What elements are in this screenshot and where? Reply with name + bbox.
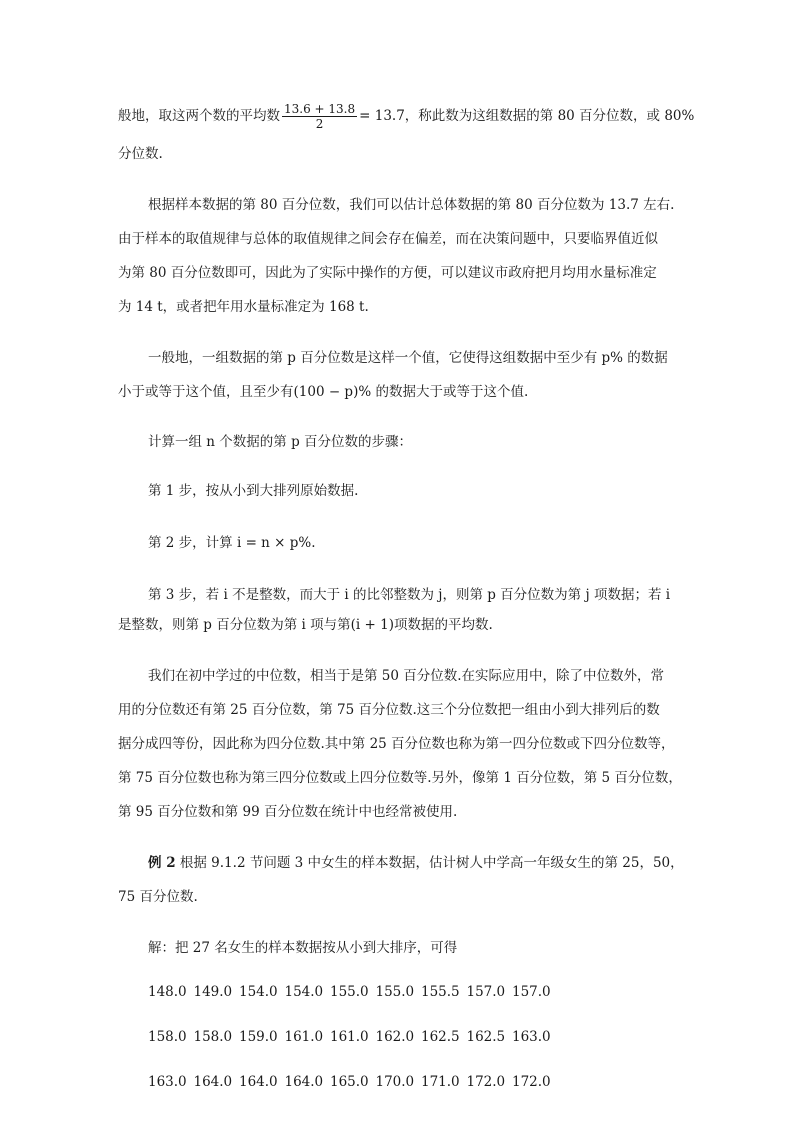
data-value: 172.0 xyxy=(512,1074,551,1090)
para1-line-1: 根据样本数据的第 80 百分位数，我们可以估计总体数据的第 80 百分位数为 13.7 左右. xyxy=(148,197,675,213)
data-value: 155.0 xyxy=(375,984,415,1000)
data-value: 171.0 xyxy=(421,1074,460,1090)
fraction-denominator: 2 xyxy=(315,117,324,131)
step-3-line-1: 第 3 步，若 i 不是整数，而大于 i 的比邻整数为 j，则第 p 百分位数为第 j 项数据；若 i xyxy=(148,587,671,603)
steps-title: 计算一组 n 个数据的第 p 百分位数的步骤： xyxy=(148,434,413,450)
intro-line-1 xyxy=(118,100,695,132)
para3-line-3: 据分成四等份，因此称为四分位数.其中第 25 百分位数也称为第一四分位数或下四分位数等， xyxy=(118,736,675,752)
data-value: 159.0 xyxy=(239,1029,278,1045)
example-label: 例 2 xyxy=(148,855,176,871)
data-value: 157.0 xyxy=(512,984,551,1000)
para1-line-3: 为第 80 百分位数即可，因此为了实际中操作的方便，可以建议市政府把月均用水量标准定 xyxy=(118,265,657,281)
data-row-1 xyxy=(148,982,558,1002)
data-value: 154.0 xyxy=(239,984,278,1000)
data-value: 162.0 xyxy=(375,1029,415,1045)
data-value: 148.0 xyxy=(148,984,187,1000)
example-line-2: 75 百分位数. xyxy=(118,889,198,905)
para3-line-2: 用的分位数还有第 25 百分位数，第 75 百分位数.这三个分位数把一组由小到大排列后的数 xyxy=(118,702,660,718)
data-value: 163.0 xyxy=(512,1029,551,1045)
para3-line-5: 第 95 百分位数和第 99 百分位数在统计中也经常被使用. xyxy=(118,804,458,820)
data-value: 163.0 xyxy=(148,1074,187,1090)
data-value: 162.5 xyxy=(466,1029,506,1045)
data-value: 158.0 xyxy=(193,1029,233,1045)
fraction-numerator: 13.6 + 13.8 xyxy=(284,102,356,116)
data-value: 154.0 xyxy=(284,984,324,1000)
example-text: 根据 9.1.2 节问题 3 中女生的样本数据，估计树人中学高一年级女生的第 25，50， xyxy=(179,855,684,871)
average-fraction xyxy=(282,102,357,131)
data-value: 164.0 xyxy=(284,1074,324,1090)
solution-line: 解：把 27 名女生的样本数据按从小到大排序，可得 xyxy=(148,940,458,956)
para1-line-4: 为 14 t，或者把年用水量标准定为 168 t. xyxy=(118,299,369,315)
data-value: 149.0 xyxy=(193,984,233,1000)
data-value: 162.5 xyxy=(421,1029,460,1045)
data-row-3 xyxy=(148,1072,558,1092)
data-row-2 xyxy=(148,1027,558,1047)
intro-text-a: 般地，取这两个数的平均数 xyxy=(118,108,280,124)
para2-line-1: 一般地，一组数据的第 p 百分位数是这样一个值，它使得这组数据中至少有 p% 的数据 xyxy=(148,350,668,366)
data-value: 161.0 xyxy=(284,1029,324,1045)
data-value: 155.0 xyxy=(330,984,369,1000)
step-3-line-2: 是整数，则第 p 百分位数为第 i 项与第(i + 1)项数据的平均数. xyxy=(118,617,493,633)
data-value: 164.0 xyxy=(239,1074,278,1090)
step-2: 第 2 步，计算 i = n × p%. xyxy=(148,535,316,551)
data-value: 158.0 xyxy=(148,1029,187,1045)
data-value: 161.0 xyxy=(330,1029,369,1045)
data-value: 172.0 xyxy=(466,1074,506,1090)
data-value: 165.0 xyxy=(330,1074,369,1090)
data-value: 157.0 xyxy=(466,984,506,1000)
data-value: 170.0 xyxy=(375,1074,415,1090)
para3-line-1: 我们在初中学过的中位数，相当于是第 50 百分位数.在实际应用中，除了中位数外，常 xyxy=(148,668,665,684)
para1-line-2: 由于样本的取值规律与总体的取值规律之间会存在偏差，而在决策问题中，只要临界值近似 xyxy=(118,231,658,247)
data-value: 164.0 xyxy=(193,1074,233,1090)
intro-text-b: = 13.7，称此数为这组数据的第 80 百分位数，或 80% xyxy=(359,108,695,124)
data-value: 155.5 xyxy=(421,984,460,1000)
intro-line-2: 分位数. xyxy=(118,146,163,162)
example-line-1 xyxy=(148,847,708,879)
step-1: 第 1 步，按从小到大排列原始数据. xyxy=(148,483,359,499)
para3-line-4: 第 75 百分位数也称为第三四分位数或上四分位数等.另外，像第 1 百分位数，第 5 百分位数， xyxy=(118,770,682,786)
para2-line-2: 小于或等于这个值，且至少有(100 − p)% 的数据大于或等于这个值. xyxy=(118,384,529,400)
